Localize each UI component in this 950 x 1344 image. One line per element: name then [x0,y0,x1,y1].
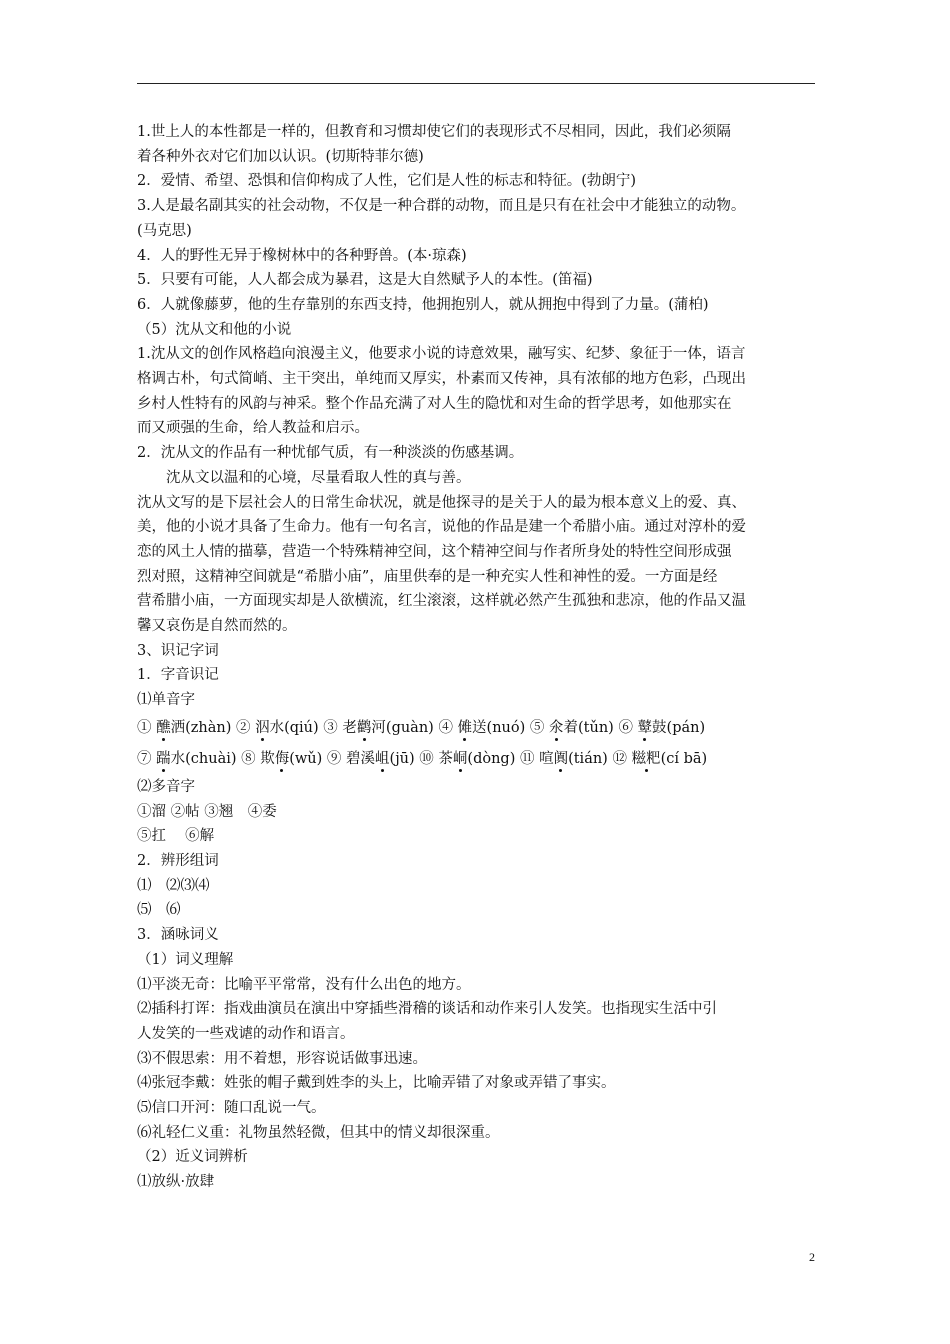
pronunciation-text: (dòng) [467,750,520,767]
text-line: ⑵插科打诨：指戏曲演员在演出中穿插些滑稽的谈话和动作来引人发笑。也指现实生活中引 [137,1001,717,1018]
emphasized-char: 醮 [156,719,171,736]
text-line: (马克思) [137,222,192,239]
emphasized-char: 傩 [457,719,473,736]
pronunciation-item [327,751,419,767]
pronunciation-text: 着(tǔn) [563,719,619,736]
pronunciation-text: ⑤ [529,719,549,736]
text-line: ⑶不假思索：用不着想，形容说话做事迅速。 [137,1050,427,1067]
text-line: （5）沈从文和他的小说 [137,321,292,338]
text-line: ⑸ ⑹ [137,902,181,919]
pronunciation-text: ③ 老 [323,719,357,736]
pronunciation-text: (tián) [568,750,613,767]
text-line: （2）近义词辨析 [137,1149,248,1166]
text-line: ⑵多音字 [137,778,195,795]
text-line: （1）词义理解 [137,951,234,968]
header-rule [137,83,815,84]
text-line: ⑴单音字 [137,692,195,709]
text-block-top [137,120,815,713]
text-line: 馨又哀伤是自然而然的。 [137,618,297,635]
emphasized-char: 氽 [549,719,564,736]
pronunciation-text: ⑫ [612,750,632,767]
text-line: 沈从文写的是下层社会人的日常生命状况，就是他探寻的是关于人的最为根本意义上的爱、真、 [137,494,746,511]
emphasized-char: 峒 [452,750,468,767]
text-line: 着各种外衣对它们加以认识。(切斯特菲尔德) [137,148,424,165]
emphasized-char: 阗 [553,750,569,767]
text-line: 1．字音识记 [137,667,219,684]
pronunciation-item [241,751,327,767]
page-number: 2 [809,1250,815,1264]
pronunciation-text: ⑨ 碧溪 [326,750,376,767]
text-block-bottom [137,775,815,1195]
text-line: 4．人的野性无异于橡树林中的各种野兽。(本·琼森) [137,247,467,264]
pronunciation-item [323,720,438,736]
pronunciation-item [137,720,236,736]
text-line: 2．爱情、希望、恐惧和信仰构成了人性，它们是人性的标志和特征。(勃朗宁) [137,173,637,190]
text-line: 格调古朴，句式简峭、主干突出，单纯而又厚实，朴素而又传神，具有浓郁的地方色彩，凸现出 [137,371,746,388]
pronunciation-text: ⑪ 喧 [519,750,554,767]
emphasized-char: 鹳 [356,719,372,736]
pronunciation-text: ④ [438,719,458,736]
pronunciation-text: ⑦ [137,750,157,767]
pronunciation-text: 水(chuài) [170,750,242,767]
text-line: 3．涵咏词义 [137,927,219,944]
text-line: ⑴放纵·放肆 [137,1174,215,1191]
text-line: 3、识记字词 [137,642,219,659]
text-line: 而又顽强的生命，给人教益和启示。 [137,420,369,437]
pronunciation-text: ⑥ [618,719,638,736]
emphasized-char: 侮 [274,750,290,767]
pronunciation-text: ① [137,719,157,736]
text-line: 美，他的小说才具备了生命力。他有一句名言，说他的作品是建一个希腊小庙。通过对淳朴的爱 [137,519,746,536]
pronunciation-item [438,720,529,736]
pronunciation-line-1 [137,713,815,744]
text-line: 沈从文以温和的心境，尽量看取人性的真与善。 [137,469,471,486]
pronunciation-text: 鼓(pán) [652,719,706,736]
text-line: 1.沈从文的创作风格趋向浪漫主义，他要求小说的诗意效果，融写实、纪梦、象征于一体，语言 [137,346,746,363]
pronunciation-item [530,720,619,736]
emphasized-char: 鼙 [637,719,653,736]
pronunciation-text: 洒(zhàn) [170,719,236,736]
pronunciation-item [419,751,520,767]
text-line: ⑤扛 ⑥解 [137,828,215,845]
text-line: 2．沈从文的作品有一种忧郁气质，有一种淡淡的伤感基调。 [137,445,524,462]
text-line: 营希腊小庙，一方面现实却是人欲横流，红尘滚滚，这样就必然产生孤独和悲凉，他的作品又温 [137,593,746,610]
text-line: 乡村人性特有的风韵与神采。整个作品充满了对人生的隐忧和对生命的哲学思考，如他那实在 [137,395,732,412]
text-line: ⑷张冠李戴：姓张的帽子戴到姓李的头上，比喻弄错了对象或弄错了事实。 [137,1075,616,1092]
pronunciation-text: ⑩ 茶 [419,750,453,767]
text-line: ⑴平淡无奇：比喻平平常常，没有什么出色的地方。 [137,976,471,993]
emphasized-char: 泅 [255,719,270,736]
document-body [137,120,815,1195]
pronunciation-item [618,720,705,736]
text-line: 5．只要有可能，人人都会成为暴君，这是大自然赋予人的本性。(笛福) [137,272,593,289]
text-line: 恋的风土人情的描摹，营造一个特殊精神空间，这个精神空间与作者所身处的特性空间形成强 [137,543,732,560]
pronunciation-line-2 [137,744,815,775]
text-line: ①溜 ②帖 ③翘 ④委 [137,803,277,820]
pronunciation-text: ⑧ 欺 [241,750,275,767]
text-line: ⑹礼轻仁义重：礼物虽然轻微，但其中的情义却很深重。 [137,1124,500,1141]
pronunciation-text: (wǔ) [289,750,327,767]
pronunciation-item [137,751,241,767]
emphasized-char: 踹 [156,750,171,767]
text-line: ⑴ ⑵⑶⑷ [137,877,210,894]
pronunciation-item [612,751,707,767]
pronunciation-text: (cí bā) [660,750,708,767]
pronunciation-text: 河(guàn) [371,719,439,736]
text-line: 3.人是最名副其实的社会动物，不仅是一种合群的动物，而且是只有在社会中才能独立的动物。 [137,198,746,215]
text-line: 烈对照，这精神空间就是“希腊小庙”，庙里供奉的是一种充实人性和神性的爱。一方面是经 [137,568,718,585]
emphasized-char: 岨 [375,750,390,767]
text-line: 6．人就像藤萝，他的生存靠别的东西支持，他拥抱别人，就从拥抱中得到了力量。(蒲柏) [137,296,709,313]
text-line: 人发笑的一些戏谑的动作和语言。 [137,1025,355,1042]
text-line: 1.世上人的本性都是一样的，但教育和习惯却使它们的表现形式不尽相同，因此，我们必须隔 [137,124,731,140]
emphasized-char: 糍粑 [631,750,661,767]
pronunciation-item [520,751,612,767]
pronunciation-text: ② [236,719,256,736]
text-line: ⑸信口开河：随口乱说一气。 [137,1100,326,1117]
text-line: 2．辨形组词 [137,852,219,869]
pronunciation-text: 送(nuó) [472,719,530,736]
pronunciation-item [236,720,323,736]
pronunciation-text: (jū) [389,750,420,767]
pronunciation-text: 水(qiú) [269,719,324,736]
